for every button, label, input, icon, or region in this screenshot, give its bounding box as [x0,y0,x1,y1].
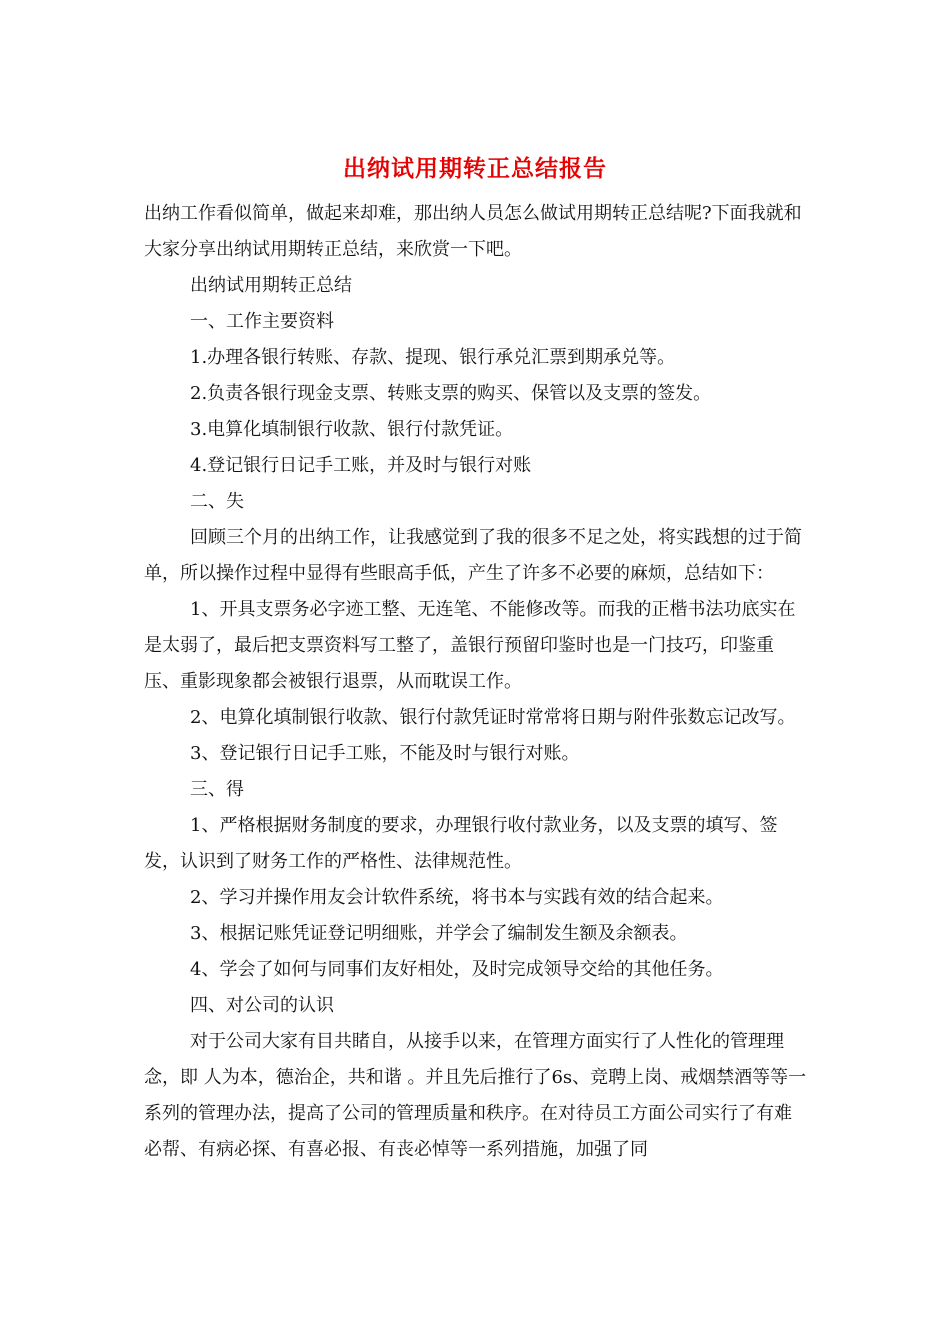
intro-paragraph: 出纳工作看似简单，做起来却难，那出纳人员怎么做试用期转正总结呢?下面我就和大家分享出纳试用期转正总结，来欣赏一下吧。 [144,203,802,260]
subtitle: 出纳试用期转正总结 [190,275,352,296]
losses-intro-paragraph: 回顾三个月的出纳工作，让我感觉到了我的很多不足之处，将实践想的过于简单，所以操作过程中显得有些眼高手低，产生了许多不必要的麻烦，总结如下： [144,527,802,584]
section-heading-work-content: 一、工作主要资料 [190,311,334,332]
losses-item-3: 3、登记银行日记手工账，不能及时与银行对账。 [190,743,580,764]
work-content-item-4: 4.登记银行日记手工账，并及时与银行对账 [190,455,532,476]
gains-item-4: 4、学会了如何与同事们友好相处，及时完成领导交给的其他任务。 [190,959,724,980]
section-heading-losses: 二、失 [190,491,244,512]
losses-item-2: 2、电算化填制银行收款、银行付款凭证时常常将日期与附件张数忘记改写。 [190,707,796,728]
company-paragraph: 对于公司大家有目共睹自，从接手以来，在管理方面实行了人性化的管理理念，即 人为本，德治企，共和谐 。并且先后推行了6s、竞聘上岗、戒烟禁酒等等一系列的管理办法，提高了公司的管理质量和秩序。在对待员工方面公司实行了有难必帮、有病必探、有喜必报、有丧必悼等一系列措施，加强了同 [144,1031,807,1160]
section-heading-company: 四、对公司的认识 [190,995,334,1016]
document-body [144,196,808,1168]
work-content-item-2: 2.负责各银行现金支票、转账支票的购买、保管以及支票的签发。 [190,383,712,404]
gains-item-1: 1、严格根据财务制度的要求，办理银行收付款业务，以及支票的填写、签发，认识到了财务工作的严格性、法律规范性。 [144,815,778,872]
section-heading-gains: 三、得 [190,779,244,800]
work-content-item-3: 3.电算化填制银行收款、银行付款凭证。 [190,419,514,440]
document-title: 出纳试用期转正总结报告 [343,155,607,182]
gains-item-2: 2、学习并操作用友会计软件系统，将书本与实践有效的结合起来。 [190,887,724,908]
losses-item-1: 1、开具支票务必字迹工整、无连笔、不能修改等。而我的正楷书法功底实在是太弱了，最后把支票资料写工整了，盖银行预留印鉴时也是一门技巧，印鉴重压、重影现象都会被银行退票，从而耽误工作。 [144,599,796,692]
gains-item-3: 3、根据记账凭证登记明细账，并学会了编制发生额及余额表。 [190,923,688,944]
work-content-item-1: 1.办理各银行转账、存款、提现、银行承兑汇票到期承兑等。 [190,347,676,368]
